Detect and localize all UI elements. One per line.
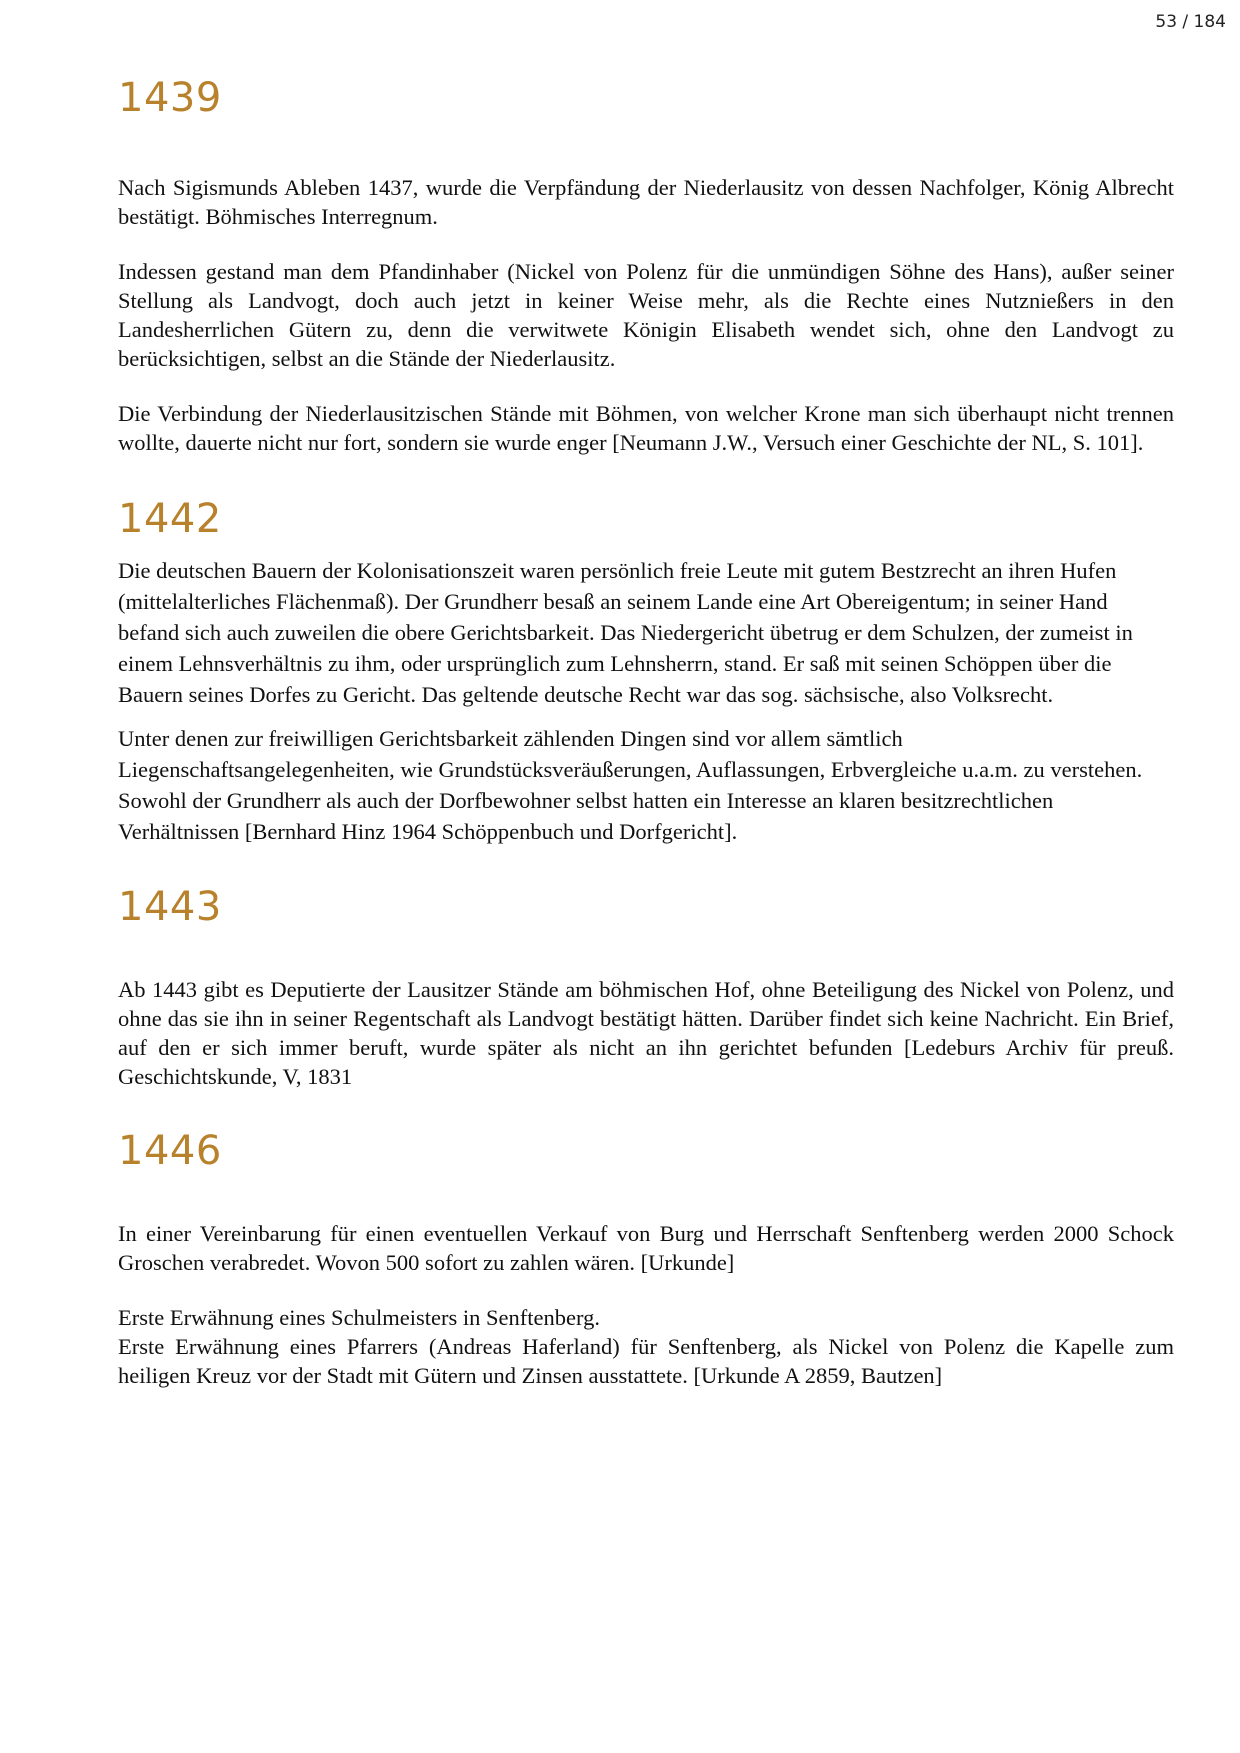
paragraph: Nach Sigismunds Ableben 1437, wurde die Verpfändung der Niederlausitz von dessen Nachfolger, König Albrecht bestätigt. Böhmisches Interregnum. (118, 175, 1174, 229)
paragraph: Erste Erwähnung eines Schulmeisters in Senftenberg. (118, 1305, 600, 1330)
paragraph: In einer Vereinbarung für einen eventuellen Verkauf von Burg und Herrschaft Senftenberg werden 2000 Schock Groschen verabredet. Wovon 500 sofort zu zahlen wären. [Urkunde] (118, 1221, 1174, 1275)
paragraph: Die deutschen Bauern der Kolonisationszeit waren persönlich freie Leute mit gutem Bestzrecht an ihren Hufen (mittelalterliches Flächenmaß). Der Grundherr besaß an seinem Lande eine Art Obereigentum; in seiner Hand befand sich auch zuweilen die obere Gerichtsbarkeit. Das Niedergericht übetrug er dem Schulzen, der zumeist in einem Lehnsverhältnis zu ihm, oder ursprünglich zum Lehnsherrn, stand. Er saß mit seinen Schöppen über die Bauern seines Dorfes zu Gericht. Das geltende deutsche Recht war das sog. sächsische, also Volksrecht. (118, 558, 1133, 707)
year-heading-1439: 1439 (118, 75, 222, 121)
page-number: 53 / 184 (1155, 12, 1226, 32)
paragraph: Erste Erwähnung eines Pfarrers (Andreas Haferland) für Senftenberg, als Nickel von Polenz die Kapelle zum heiligen Kreuz vor der Stadt mit Gütern und Zinsen ausstattete. [Urkunde A 2859, Bautzen] (118, 1334, 1174, 1388)
year-heading-1442: 1442 (118, 496, 222, 542)
paragraph: Unter denen zur freiwilligen Gerichtsbarkeit zählenden Dingen sind vor allem sämtlich Liegenschaftsangelegenheiten, wie Grundstücksveräußerungen, Auflassungen, Erbvergleiche u.a.m. zu verstehen. Sowohl der Grundherr als auch der Dorfbewohner selbst hatten ein Interesse an klaren besitzrechtlichen Verhältnissen [Bernhard Hinz 1964 Schöppenbuch und Dorfgericht]. (118, 726, 1143, 844)
year-heading-1446: 1446 (118, 1128, 222, 1174)
paragraph: Indessen gestand man dem Pfandinhaber (Nickel von Polenz für die unmündigen Söhne des Hans), außer seiner Stellung als Landvogt, doch auch jetzt in keiner Weise mehr, als die Rechte eines Nutznießers in den Landesherrlichen Gütern zu, denn die verwitwete Königin Elisabeth wendet sich, ohne den Landvogt zu berücksichtigen, selbst an die Stände der Niederlausitz. (118, 259, 1174, 371)
document-body (118, 75, 1174, 1390)
paragraph: Ab 1443 gibt es Deputierte der Lausitzer Stände am böhmischen Hof, ohne Beteiligung des Nickel von Polenz, und ohne das sie ihn in seiner Regentschaft als Landvogt bestätigt hätten. Darüber findet sich keine Nachricht. Ein Brief, auf den er sich immer beruft, wurde später als nicht an ihn gerichtet befunden [Ledeburs Archiv für preuß. Geschichtskunde, V, 1831 (118, 977, 1174, 1089)
year-heading-1443: 1443 (118, 884, 222, 930)
paragraph: Die Verbindung der Niederlausitzischen Stände mit Böhmen, von welcher Krone man sich überhaupt nicht trennen wollte, dauerte nicht nur fort, sondern sie wurde enger [Neumann J.W., Versuch einer Geschichte der NL, S. 101]. (118, 401, 1174, 455)
